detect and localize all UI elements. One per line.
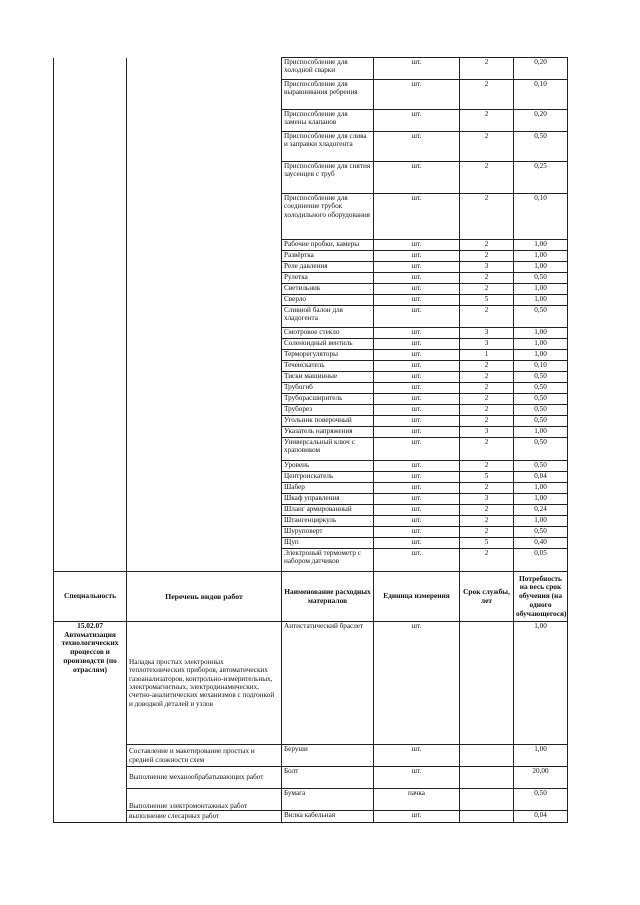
item-service-life: 0,50 [514,372,568,383]
item-unit: шт. [374,240,460,251]
item-quantity: 2 [460,527,514,538]
item-quantity: 5 [460,538,514,549]
item-name: Электроный термометр с набором датчиков [282,549,374,572]
item-unit: шт. [374,194,460,240]
item-name: Приспособление для выравнивания ребрения [282,80,374,110]
empty-cell [127,461,282,472]
table-row [54,789,568,811]
item-service-life: 0,50 [514,461,568,472]
table-row [54,306,568,328]
item-service-life: 0,25 [514,162,568,194]
empty-cell [127,273,282,284]
table-row [54,372,568,383]
item-service-life: 0,20 [514,58,568,80]
empty-cell [127,416,282,427]
item-quantity: 2 [460,240,514,251]
table-row [54,110,568,132]
resource-table [53,57,568,823]
material-name: Антистатический браслет [282,622,374,745]
item-quantity: 2 [460,383,514,394]
item-service-life: 0,10 [514,194,568,240]
item-unit: шт. [374,483,460,494]
table-row [54,350,568,361]
item-service-life: 0,50 [514,273,568,284]
empty-cell [127,306,282,328]
item-service-life: 1,00 [514,251,568,262]
table-row [54,516,568,527]
item-quantity: 2 [460,58,514,80]
item-quantity: 2 [460,372,514,383]
empty-cell [54,394,127,405]
table-row [54,461,568,472]
table-row [54,162,568,194]
empty-cell [127,394,282,405]
item-name: Универсальный ключ с храповиком [282,438,374,461]
empty-cell [54,361,127,372]
material-unit: шт. [374,622,460,745]
item-unit: шт. [374,110,460,132]
empty-cell [54,80,127,110]
material-unit: шт. [374,745,460,767]
item-quantity: 2 [460,273,514,284]
empty-cell [127,516,282,527]
empty-cell [127,328,282,339]
empty-cell [127,132,282,162]
table-row [54,505,568,516]
table-row [54,438,568,461]
empty-cell [127,110,282,132]
empty-cell [54,339,127,350]
material-unit: пачка [374,789,460,811]
item-service-life: 0,10 [514,80,568,110]
equipment-rows [54,58,568,572]
empty-cell [54,350,127,361]
item-quantity: 2 [460,110,514,132]
item-quantity: 2 [460,516,514,527]
item-quantity: 3 [460,262,514,273]
item-service-life: 0,10 [514,361,568,372]
empty-cell [127,350,282,361]
item-quantity: 2 [460,80,514,110]
item-name: Сверло [282,295,374,306]
table-row [54,405,568,416]
item-quantity: 5 [460,472,514,483]
item-unit: шт. [374,284,460,295]
material-unit: шт. [374,767,460,789]
specialty-cell: 15.02.07 Автоматизация технологических процессов и производств (по отраслям) [54,622,127,823]
table-row [54,416,568,427]
item-unit: шт. [374,527,460,538]
table-row [54,295,568,306]
table-row [54,273,568,284]
item-unit: шт. [374,162,460,194]
item-quantity: 2 [460,549,514,572]
empty-cell [54,251,127,262]
empty-cell [127,339,282,350]
empty-cell [127,240,282,251]
item-unit: шт. [374,427,460,438]
item-quantity: 2 [460,405,514,416]
item-service-life: 1,00 [514,494,568,505]
empty-cell [54,383,127,394]
item-quantity: 1 [460,350,514,361]
item-unit: шт. [374,461,460,472]
table-row [54,361,568,372]
item-service-life: 0,50 [514,405,568,416]
item-quantity: 2 [460,461,514,472]
item-unit: шт. [374,361,460,372]
empty-cell [54,306,127,328]
item-quantity: 3 [460,339,514,350]
empty-cell [127,162,282,194]
item-quantity: 2 [460,394,514,405]
item-unit: шт. [374,132,460,162]
empty-cell [54,494,127,505]
material-need: 0,50 [514,789,568,811]
header-specialty: Специальность [54,572,127,622]
item-service-life: 0,50 [514,306,568,328]
item-name: Труборасширитель [282,394,374,405]
work-type: Выполнение механообрабатывающих работ [127,767,282,789]
empty-cell [54,416,127,427]
item-quantity: 2 [460,251,514,262]
item-name: Смотровое стекло [282,328,374,339]
item-name: Сливной балон для хладогента [282,306,374,328]
materials-rows [54,622,568,823]
material-need: 0,04 [514,811,568,823]
material-service-life [460,622,514,745]
empty-cell [127,472,282,483]
empty-cell [54,527,127,538]
item-name: Уровень [282,461,374,472]
empty-cell [54,262,127,273]
table-row [54,284,568,295]
item-service-life: 0,40 [514,538,568,549]
table-row [54,622,568,745]
item-name: Приспособление для холодной сварки [282,58,374,80]
table-row [54,194,568,240]
item-name: Развёртка [282,251,374,262]
empty-cell [127,80,282,110]
item-name: Шабер [282,483,374,494]
item-name: Приспособление для снятия заусенцев с труб [282,162,374,194]
item-service-life: 1,00 [514,339,568,350]
empty-cell [54,461,127,472]
empty-cell [127,494,282,505]
item-name: Реле давления [282,262,374,273]
work-type: Составление и макетирование простых и средней сложности схем [127,745,282,767]
empty-cell [127,549,282,572]
empty-cell [54,273,127,284]
empty-cell [54,483,127,494]
item-unit: шт. [374,80,460,110]
item-unit: шт. [374,251,460,262]
item-service-life: 0,50 [514,394,568,405]
empty-cell [127,483,282,494]
item-unit: шт. [374,339,460,350]
item-quantity: 3 [460,328,514,339]
empty-cell [54,284,127,295]
item-service-life: 0,50 [514,438,568,461]
item-quantity: 3 [460,427,514,438]
item-name: Рабочие пробки, камеры [282,240,374,251]
item-name: Трубогиб [282,383,374,394]
work-type: Наладка простых электронных теплотехнических приборов, автоматических газоанализаторов, контрольно-измерительных, электромагнитных, электродинамических, счетно-аналитических механизмов с подгонкой и доводкой деталей и узлов [127,622,282,745]
material-need: 1,00 [514,622,568,745]
material-unit: шт. [374,811,460,823]
item-unit: шт. [374,505,460,516]
item-service-life: 1,00 [514,483,568,494]
item-service-life: 0,24 [514,505,568,516]
empty-cell [127,251,282,262]
material-service-life [460,745,514,767]
table-row [54,538,568,549]
table-row [54,472,568,483]
item-unit: шт. [374,372,460,383]
table-row [54,811,568,823]
item-service-life: 0,20 [514,110,568,132]
table-row [54,745,568,767]
material-service-life [460,767,514,789]
item-service-life: 1,00 [514,427,568,438]
empty-cell [127,405,282,416]
item-service-life: 0,50 [514,527,568,538]
material-name: Вилка кабельная [282,811,374,823]
material-need: 1,00 [514,745,568,767]
empty-cell [54,516,127,527]
item-unit: шт. [374,405,460,416]
item-name: Центроискатель [282,472,374,483]
header-unit: Единица измерения [374,572,460,622]
empty-cell [127,527,282,538]
table-row [54,251,568,262]
empty-cell [54,110,127,132]
item-name: Рулетка [282,273,374,284]
empty-cell [54,472,127,483]
empty-cell [54,549,127,572]
item-unit: шт. [374,350,460,361]
table-row [54,328,568,339]
table-row [54,394,568,405]
item-name: Щуп [282,538,374,549]
item-unit: шт. [374,416,460,427]
empty-cell [127,58,282,80]
header-need: Потребность на весь срок обучения (на одного обучающегося) [514,572,568,622]
item-unit: шт. [374,295,460,306]
table-row [54,527,568,538]
item-unit: шт. [374,494,460,505]
material-name: Бумага [282,789,374,811]
empty-cell [54,132,127,162]
table-row [54,383,568,394]
empty-cell [127,361,282,372]
item-name: Указатель напряжения [282,427,374,438]
material-service-life [460,789,514,811]
header-service-life: Срок службы, лет [460,572,514,622]
item-unit: шт. [374,273,460,284]
empty-cell [54,162,127,194]
empty-cell [54,538,127,549]
item-unit: шт. [374,262,460,273]
item-unit: шт. [374,58,460,80]
item-name: Штангенциркуль [282,516,374,527]
item-unit: шт. [374,394,460,405]
empty-cell [127,438,282,461]
material-service-life [460,811,514,823]
item-name: Приспособление для соединение трубок холодильного оборудования [282,194,374,240]
item-unit: шт. [374,438,460,461]
empty-cell [54,372,127,383]
item-unit: шт. [374,383,460,394]
empty-cell [127,284,282,295]
item-unit: шт. [374,328,460,339]
item-quantity: 2 [460,438,514,461]
item-name: Соленоидный вентиль [282,339,374,350]
empty-cell [54,240,127,251]
empty-cell [127,295,282,306]
item-quantity: 2 [460,194,514,240]
item-service-life: 1,00 [514,516,568,527]
work-type: выполнение слесарных работ [127,811,282,823]
empty-cell [54,427,127,438]
table-row [54,262,568,273]
item-name: Тиски машинные [282,372,374,383]
table-row [54,483,568,494]
item-quantity: 2 [460,361,514,372]
item-unit: шт. [374,306,460,328]
item-unit: шт. [374,538,460,549]
item-unit: шт. [374,516,460,527]
item-name: Шуруповерт [282,527,374,538]
item-service-life: 1,00 [514,262,568,273]
item-name: Шкаф управления [282,494,374,505]
item-name: Терморегуляторы [282,350,374,361]
header-works: Перечень видов работ [127,572,282,622]
item-quantity: 2 [460,284,514,295]
empty-cell [127,427,282,438]
item-name: Светильник [282,284,374,295]
item-unit: шт. [374,472,460,483]
item-quantity: 3 [460,494,514,505]
table-row [54,767,568,789]
header-materials: Наименование расходных материалов [282,572,374,622]
work-type: Выполнение электромонтажных работ [127,789,282,811]
material-name: Беруши [282,745,374,767]
item-service-life: 1,00 [514,350,568,361]
item-name: Течеискатель [282,361,374,372]
item-quantity: 2 [460,306,514,328]
empty-cell [127,383,282,394]
empty-cell [54,295,127,306]
item-service-life: 1,00 [514,284,568,295]
empty-cell [127,505,282,516]
table-row [54,58,568,80]
item-quantity: 2 [460,132,514,162]
table-row [54,549,568,572]
empty-cell [54,58,127,80]
empty-cell [54,438,127,461]
item-name: Угольник поверочный [282,416,374,427]
item-service-life: 0,50 [514,132,568,162]
table-row [54,427,568,438]
table-row [54,240,568,251]
item-quantity: 5 [460,295,514,306]
item-service-life: 0,05 [514,549,568,572]
table-header-row [54,572,568,622]
empty-cell [54,194,127,240]
item-unit: шт. [374,549,460,572]
empty-cell [127,194,282,240]
item-name: Приспособление для слива и заправки хладогента [282,132,374,162]
item-quantity: 2 [460,483,514,494]
empty-cell [127,538,282,549]
empty-cell [54,505,127,516]
item-name: Шланг армированный [282,505,374,516]
empty-cell [54,405,127,416]
item-service-life: 1,00 [514,240,568,251]
item-quantity: 2 [460,416,514,427]
material-name: Болт [282,767,374,789]
item-service-life: 1,00 [514,328,568,339]
item-name: Труборез [282,405,374,416]
item-service-life: 0,50 [514,383,568,394]
item-service-life: 0,04 [514,472,568,483]
table-row [54,80,568,110]
empty-cell [127,372,282,383]
item-quantity: 2 [460,162,514,194]
item-name: Приспособление для замены клапанов [282,110,374,132]
table-row [54,494,568,505]
empty-cell [127,262,282,273]
item-service-life: 0,50 [514,416,568,427]
material-need: 20,00 [514,767,568,789]
item-service-life: 1,00 [514,295,568,306]
item-quantity: 2 [460,505,514,516]
table-row [54,339,568,350]
empty-cell [54,328,127,339]
table-row [54,132,568,162]
